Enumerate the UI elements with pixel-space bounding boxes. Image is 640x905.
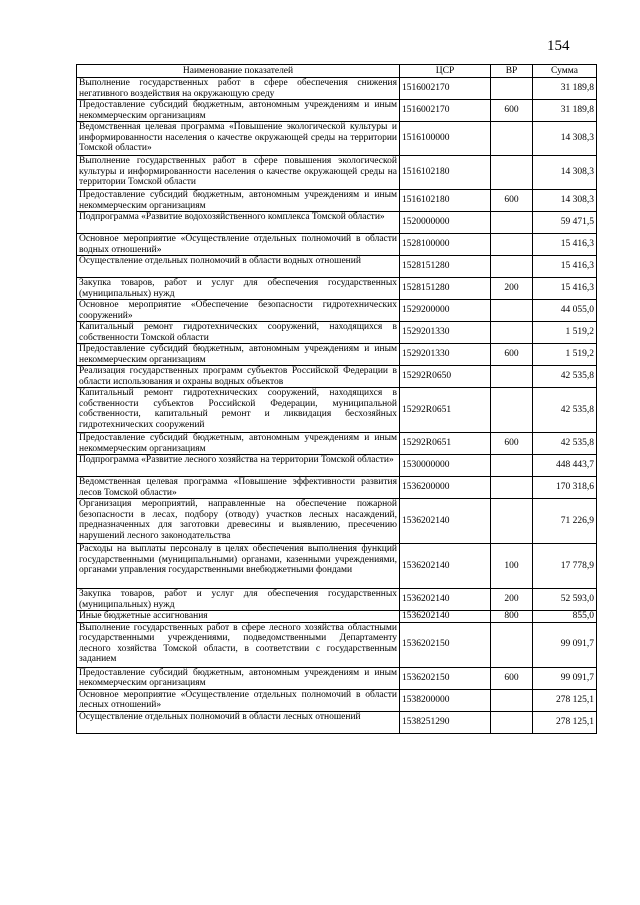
row-sum: 99 091,7 (533, 667, 597, 689)
row-sum: 855,0 (533, 611, 597, 623)
table-row (77, 366, 597, 388)
row-vr (491, 322, 533, 344)
row-csr: 1528100000 (400, 234, 491, 256)
row-vr (491, 455, 533, 477)
row-sum: 99 091,7 (533, 622, 597, 667)
row-sum: 448 443,7 (533, 455, 597, 477)
row-sum: 52 593,0 (533, 589, 597, 611)
page-number: 154 (547, 38, 570, 54)
row-name: Выполнение государственных работ в сфере лесного хозяйства областными государственными учреждениями, подведомственными Департаменту лесного хозяйства Томской области, в соответствии с государственным заданием (77, 622, 400, 667)
row-name: Закупка товаров, работ и услуг для обеспечения государственных (муниципальных) нужд (77, 278, 400, 300)
row-vr (491, 212, 533, 234)
row-sum: 14 308,3 (533, 156, 597, 190)
row-name: Подпрограмма «Развитие лесного хозяйства на территории Томской области» (77, 455, 400, 477)
row-name: Подпрограмма «Развитие водохозяйственного комплекса Томской области» (77, 212, 400, 234)
row-sum: 14 308,3 (533, 122, 597, 156)
row-vr (491, 388, 533, 433)
table-row (77, 78, 597, 100)
table-row (77, 589, 597, 611)
row-csr: 1516102180 (400, 156, 491, 190)
row-name: Предоставление субсидий бюджетным, автономным учреждениям и иным некоммерческим организациям (77, 433, 400, 455)
row-csr: 1538200000 (400, 689, 491, 711)
row-name: Основное мероприятие «Обеспечение безопасности гидротехнических сооружений» (77, 300, 400, 322)
row-vr (491, 256, 533, 278)
row-csr: 1520000000 (400, 212, 491, 234)
row-sum: 15 416,3 (533, 278, 597, 300)
row-vr (491, 300, 533, 322)
table-row (77, 711, 597, 733)
row-csr: 1536202150 (400, 622, 491, 667)
row-name: Выполнение государственных работ в сфере обеспечения снижения негативного воздействия на окружающую среду (77, 78, 400, 100)
table-row (77, 344, 597, 366)
table-row (77, 455, 597, 477)
table-row (77, 611, 597, 623)
row-name: Предоставление субсидий бюджетным, автономным учреждениям и иным некоммерческим организациям (77, 100, 400, 122)
row-vr (491, 366, 533, 388)
header-csr: ЦСР (400, 65, 491, 78)
row-vr (491, 711, 533, 733)
row-vr: 600 (491, 100, 533, 122)
row-csr: 1536202150 (400, 667, 491, 689)
row-csr: 1516100000 (400, 122, 491, 156)
header-sum: Сумма (533, 65, 597, 78)
row-vr: 600 (491, 344, 533, 366)
row-vr (491, 477, 533, 499)
row-vr (491, 499, 533, 544)
row-vr (491, 78, 533, 100)
table-header (77, 65, 597, 78)
row-sum: 59 471,5 (533, 212, 597, 234)
row-sum: 278 125,1 (533, 711, 597, 733)
row-name: Капитальный ремонт гидротехнических сооружений, находящихся в собственности Томской области (77, 322, 400, 344)
row-csr: 15292R0650 (400, 366, 491, 388)
table-row (77, 499, 597, 544)
row-csr: 1536202140 (400, 611, 491, 623)
table-row (77, 190, 597, 212)
row-vr: 600 (491, 190, 533, 212)
table-row (77, 212, 597, 234)
row-name: Капитальный ремонт гидротехнических сооружений, находящихся в собственности субъектов Российской Федерации, муниципальной собственности, капитальный ремонт и ликвидация бесхозяйных гидротехнических сооружений (77, 388, 400, 433)
row-csr: 1516102180 (400, 190, 491, 212)
row-csr: 1528151280 (400, 256, 491, 278)
row-vr (491, 689, 533, 711)
row-sum: 170 318,6 (533, 477, 597, 499)
row-csr: 1529201330 (400, 344, 491, 366)
row-sum: 1 519,2 (533, 344, 597, 366)
row-name: Осуществление отдельных полномочий в области водных отношений (77, 256, 400, 278)
budget-table (76, 64, 597, 734)
header-row (77, 65, 597, 78)
row-csr: 1529200000 (400, 300, 491, 322)
table-row (77, 256, 597, 278)
row-name: Закупка товаров, работ и услуг для обеспечения государственных (муниципальных) нужд (77, 589, 400, 611)
row-csr: 1528151280 (400, 278, 491, 300)
row-vr: 200 (491, 278, 533, 300)
row-name: Предоставление субсидий бюджетным, автономным учреждениям и иным некоммерческим организациям (77, 667, 400, 689)
table-row (77, 433, 597, 455)
row-sum: 15 416,3 (533, 256, 597, 278)
row-name: Ведомственная целевая программа «Повышение эффективности развития лесов Томской области» (77, 477, 400, 499)
row-csr: 1529201330 (400, 322, 491, 344)
row-sum: 31 189,8 (533, 78, 597, 100)
header-vr: ВР (491, 65, 533, 78)
row-name: Основное мероприятие «Осуществление отдельных полномочий в области лесных отношений» (77, 689, 400, 711)
row-sum: 44 055,0 (533, 300, 597, 322)
row-sum: 15 416,3 (533, 234, 597, 256)
table-row (77, 122, 597, 156)
row-sum: 278 125,1 (533, 689, 597, 711)
row-csr: 1536202140 (400, 544, 491, 589)
row-csr: 15292R0651 (400, 433, 491, 455)
table-row (77, 622, 597, 667)
row-name: Основное мероприятие «Осуществление отдельных полномочий в области водных отношений» (77, 234, 400, 256)
row-name: Расходы на выплаты персоналу в целях обеспечения выполнения функций государственными (муниципальными) органами, казенными учреждениями, органами управления государственными внебюджетными фондами (77, 544, 400, 589)
row-name: Предоставление субсидий бюджетным, автономным учреждениям и иным некоммерческим организациям (77, 344, 400, 366)
row-sum: 42 535,8 (533, 388, 597, 433)
row-csr: 1538251290 (400, 711, 491, 733)
row-vr: 200 (491, 589, 533, 611)
row-vr (491, 156, 533, 190)
table-row (77, 667, 597, 689)
table-row (77, 300, 597, 322)
row-sum: 42 535,8 (533, 433, 597, 455)
row-csr: 1536202140 (400, 499, 491, 544)
row-sum: 17 778,9 (533, 544, 597, 589)
row-csr: 1536202140 (400, 589, 491, 611)
row-vr (491, 622, 533, 667)
row-csr: 1516002170 (400, 100, 491, 122)
table-row (77, 388, 597, 433)
table-row (77, 234, 597, 256)
row-vr (491, 122, 533, 156)
row-sum: 14 308,3 (533, 190, 597, 212)
row-name: Иные бюджетные ассигнования (77, 611, 400, 623)
table-row (77, 544, 597, 589)
row-sum: 71 226,9 (533, 499, 597, 544)
row-name: Реализация государственных программ субъектов Российской Федерации в области использования и охраны водных объектов (77, 366, 400, 388)
table-row (77, 689, 597, 711)
table-row (77, 477, 597, 499)
table-row (77, 100, 597, 122)
row-vr: 100 (491, 544, 533, 589)
row-csr: 1530000000 (400, 455, 491, 477)
row-vr: 800 (491, 611, 533, 623)
table-body (77, 78, 597, 734)
row-name: Выполнение государственных работ в сфере повышения экологической культуры и информированности населения о качестве окружающей среды на территории Томской области (77, 156, 400, 190)
row-vr (491, 234, 533, 256)
row-name: Предоставление субсидий бюджетным, автономным учреждениям и иным некоммерческим организациям (77, 190, 400, 212)
row-sum: 42 535,8 (533, 366, 597, 388)
row-csr: 15292R0651 (400, 388, 491, 433)
row-sum: 1 519,2 (533, 322, 597, 344)
table-row (77, 322, 597, 344)
table-row (77, 156, 597, 190)
header-name: Наименование показателей (77, 65, 400, 78)
row-csr: 1516002170 (400, 78, 491, 100)
row-vr: 600 (491, 433, 533, 455)
row-sum: 31 189,8 (533, 100, 597, 122)
row-name: Организация мероприятий, направленные на обеспечение пожарной безопасности в лесах, подбору (отводу) участков лесных насаждений, предназначенных для заготовки древесины и выявлению, пресечению нарушений лесного законодательства (77, 499, 400, 544)
row-csr: 1536200000 (400, 477, 491, 499)
row-name: Ведомственная целевая программа «Повышение экологической культуры и информированности населения о качестве окружающей среды на территории Томской области» (77, 122, 400, 156)
table-row (77, 278, 597, 300)
row-vr: 600 (491, 667, 533, 689)
row-name: Осуществление отдельных полномочий в области лесных отношений (77, 711, 400, 733)
